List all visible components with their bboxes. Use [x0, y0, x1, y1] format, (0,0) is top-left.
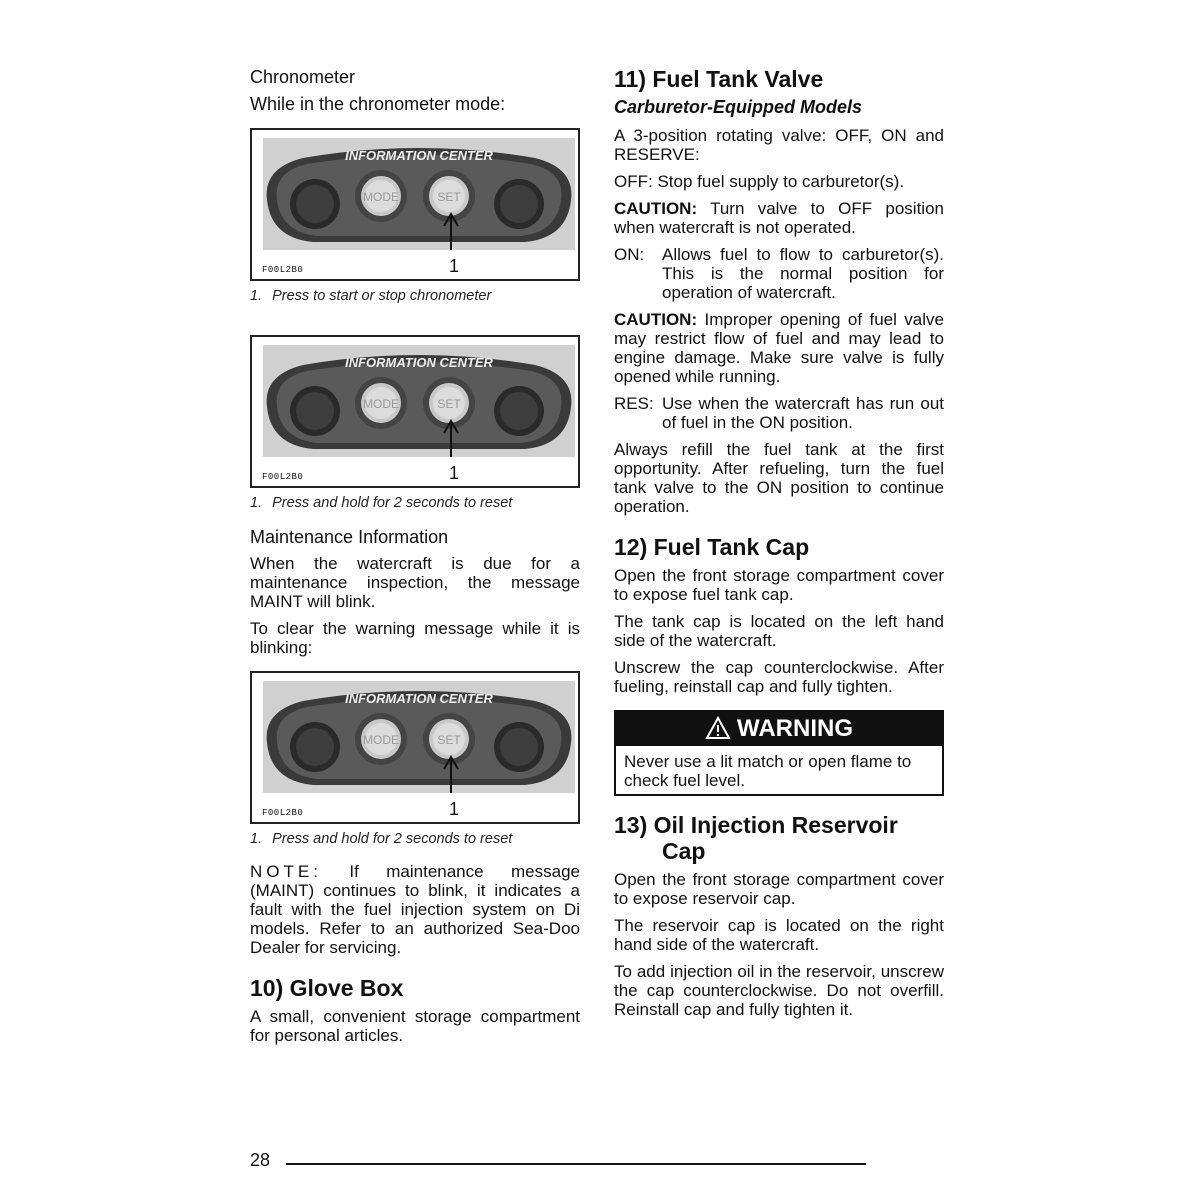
panel-title: INFORMATION CENTER	[345, 148, 493, 163]
cap-paragraph-1: Open the front storage compartment cover to expose fuel tank cap.	[614, 566, 944, 604]
caption-text: Press and hold for 2 seconds to reset	[272, 495, 513, 511]
mode-button-label: MODE	[363, 397, 399, 411]
footer-rule	[286, 1163, 866, 1165]
maintenance-heading: Maintenance Information	[250, 527, 449, 547]
res-term: RES:	[614, 394, 654, 413]
warning-triangle-icon	[705, 716, 731, 740]
set-button-label: SET	[437, 733, 461, 747]
info-center-photo	[263, 681, 575, 793]
chronometer-intro: While in the chronometer mode:	[250, 94, 506, 114]
mode-button-label: MODE	[363, 190, 399, 204]
caution-label: CAUTION:	[614, 199, 698, 218]
mode-button-label: MODE	[363, 733, 399, 747]
figure-caption	[250, 830, 580, 848]
on-text: Allows fuel to flow to carburetor(s). This is the normal position for operation of watercraft.	[662, 245, 944, 302]
figure-callout: 1	[449, 799, 460, 819]
note-label: NOTE:	[250, 862, 322, 881]
figure-caption	[250, 287, 580, 305]
oil-paragraph-1: Open the front storage compartment cover to expose reservoir cap.	[614, 870, 944, 908]
caption-number: 1.	[250, 288, 263, 304]
valve-intro: A 3-position rotating valve: OFF, ON and RESERVE:	[614, 126, 944, 164]
page-number: 28	[250, 1150, 271, 1170]
oil-heading-number: 13)	[614, 812, 648, 838]
chronometer-heading: Chronometer	[250, 67, 356, 87]
info-center-photo	[263, 138, 575, 250]
figure-callout: 1	[449, 463, 460, 483]
caption-text: Press to start or stop chronometer	[272, 288, 492, 304]
caption-text: Press and hold for 2 seconds to reset	[272, 831, 513, 847]
cap-paragraph-2: The tank cap is located on the left hand side of the watercraft.	[614, 612, 944, 650]
fuel-tank-cap-heading: 12) Fuel Tank Cap	[614, 534, 810, 560]
figure-code: F00L2B0	[262, 808, 304, 818]
clear-warning-paragraph: To clear the warning message while it is blinking:	[250, 619, 580, 657]
panel-title: INFORMATION CENTER	[345, 691, 493, 706]
fuel-tank-valve-heading: 11) Fuel Tank Valve	[614, 66, 824, 92]
caption-number: 1.	[250, 495, 263, 511]
figure-info-center-3	[250, 671, 580, 824]
caution-text: Turn valve to OFF position when watercraft is not operated.	[614, 199, 944, 237]
warning-text: Never use a lit match or open flame to check fuel level.	[624, 752, 912, 790]
figure-code: F00L2B0	[262, 472, 304, 482]
res-definition	[614, 394, 944, 432]
right-column	[614, 66, 944, 1019]
caution-improper-opening	[614, 310, 944, 386]
cap-paragraph-3: Unscrew the cap counterclockwise. After fueling, reinstall cap and fully tighten.	[614, 658, 944, 696]
on-definition	[614, 245, 944, 302]
caution-label: CAUTION:	[614, 310, 698, 329]
left-column	[250, 66, 580, 1045]
warning-title: WARNING	[737, 715, 853, 742]
info-center-photo	[263, 345, 575, 457]
figure-code: F00L2B0	[262, 265, 304, 275]
figure-callout: 1	[449, 256, 460, 276]
maintenance-paragraph: When the watercraft is due for a maintenance inspection, the message MAINT will blink.	[250, 554, 580, 611]
carburetor-models-heading: Carburetor-Equipped Models	[614, 97, 863, 117]
oil-paragraph-3: To add injection oil in the reservoir, unscrew the cap counterclockwise. Do not overfill. Reinstall cap and fully tighten it.	[614, 962, 944, 1019]
off-description: OFF: Stop fuel supply to carburetor(s).	[614, 172, 905, 191]
warning-header	[616, 712, 942, 746]
on-term: ON:	[614, 245, 645, 264]
oil-heading-text: Oil Injection Reservoir Cap	[653, 812, 898, 864]
oil-reservoir-cap-heading	[614, 812, 944, 864]
caption-number: 1.	[250, 831, 263, 847]
caution-text: Improper opening of fuel valve may restrict flow of fuel and may lead to engine damage. Make sure valve is fully opened while running.	[614, 310, 944, 386]
figure-info-center-2	[250, 335, 580, 488]
glove-box-text: A small, convenient storage compartment for personal articles.	[250, 1007, 580, 1045]
glove-box-heading: 10) Glove Box	[250, 975, 404, 1001]
panel-title: INFORMATION CENTER	[345, 355, 493, 370]
caution-off	[614, 199, 944, 237]
warning-box	[614, 710, 944, 796]
note-paragraph	[250, 862, 580, 957]
res-text: Use when the watercraft has run out of fuel in the ON position.	[662, 394, 944, 432]
figure-info-center-1	[250, 128, 580, 281]
figure-caption	[250, 494, 580, 512]
set-button-label: SET	[437, 190, 461, 204]
refill-paragraph: Always refill the fuel tank at the first opportunity. After refueling, turn the fuel tank valve to the ON position to continue operation.	[614, 440, 944, 516]
note-text: If maintenance message (MAINT) continues to blink, it indicates a fault with the fuel injection system on Di models. Refer to an authorized Sea-Doo Dealer for servicing.	[250, 862, 580, 957]
set-button-label: SET	[437, 397, 461, 411]
oil-paragraph-2: The reservoir cap is located on the right hand side of the watercraft.	[614, 916, 944, 954]
